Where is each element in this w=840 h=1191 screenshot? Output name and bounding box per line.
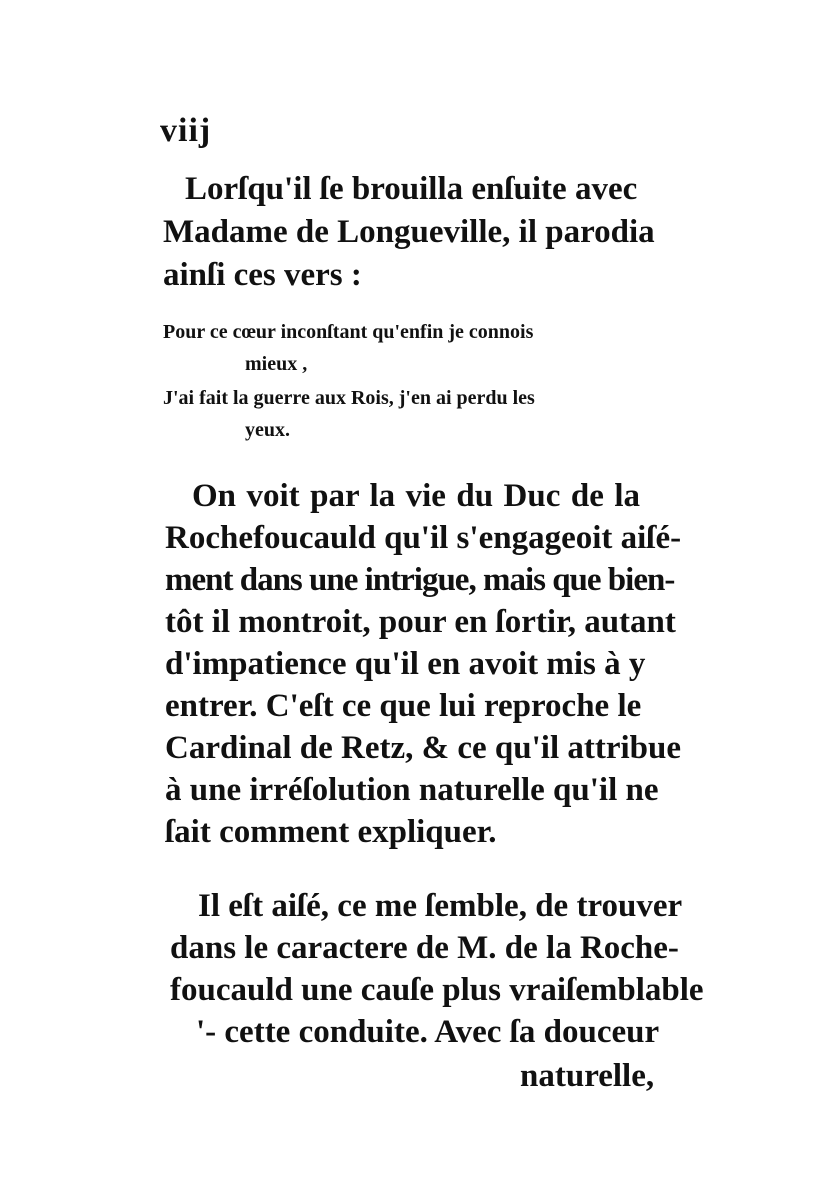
verse-line: Pour ce cœur inconſtant qu'enfin je connois (163, 321, 534, 343)
text-line: Rochefoucauld qu'il s'engageoit aiſé- (165, 520, 682, 556)
text-line: d'impatience qu'il en avoit mis à y (165, 646, 646, 682)
text-line: On voit par la vie du Duc de la (192, 478, 640, 514)
text-line: à une irréſolution naturelle qu'il ne (165, 772, 659, 808)
text-line (185, 173, 640, 206)
line-text: Madame de Longueville, il parodia (163, 214, 655, 250)
page-number: viij (160, 112, 212, 149)
verse-line: mieux , (245, 353, 308, 375)
verse-line: J'ai fait la guerre aux Rois, j'en ai perdu les (163, 387, 535, 409)
text-line: entrer. C'eſt ce que lui reproche le (165, 688, 642, 724)
text-line: '- cette conduite. Avec ſa douceur (196, 1014, 660, 1050)
text-line: dans le caractere de M. de la Roche- (170, 930, 679, 966)
text-line: ment dans une intrigue, mais que bien- (165, 562, 675, 598)
text-line: tôt il montroit, pour en ſortir, autant (165, 604, 676, 640)
catchword: naturelle, (520, 1058, 655, 1094)
line-text: Lorſqu'il ſe brouilla enſuite avec (185, 171, 638, 207)
line-text: ainſi ces vers : (163, 257, 362, 293)
text-line (163, 259, 362, 292)
text-line (163, 214, 655, 250)
text-line: Cardinal de Retz, & ce qu'il attribue (165, 730, 682, 766)
verse-line: yeux. (245, 419, 290, 441)
text-line: Il eſt aiſé, ce me ſemble, de trouver (198, 888, 683, 924)
text-line: foucauld une cauſe plus vraiſemblable (170, 972, 704, 1008)
text-line: ſait comment expliquer. (165, 814, 497, 850)
